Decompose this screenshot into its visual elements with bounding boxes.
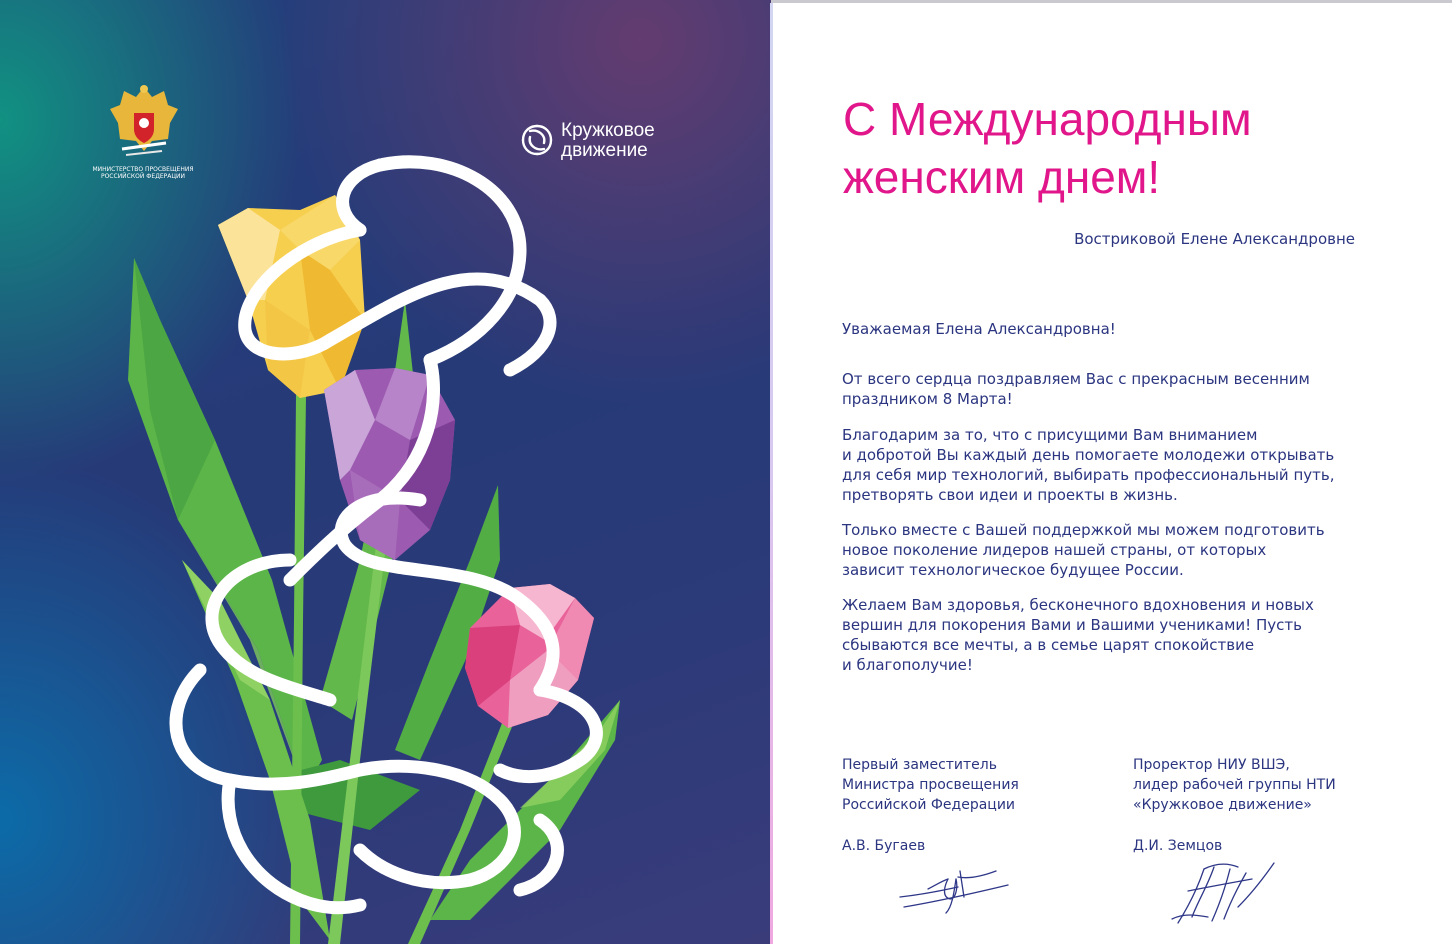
position-line: Российской Федерации <box>842 797 1016 813</box>
letter-paragraph <box>842 595 1314 675</box>
yellow-tulip <box>218 195 365 398</box>
paragraph-line: сбываются все мечты, а в семье царят спокойствие <box>842 636 1255 654</box>
position-line: Первый заместитель <box>842 757 997 773</box>
paragraph-line: Благодарим за то, что с присущими Вам вниманием <box>842 426 1258 444</box>
kruzhkovoe-logo-icon <box>518 121 556 159</box>
salutation: Уважаемая Елена Александровна! <box>842 320 1116 338</box>
position-line: Министра просвещения <box>842 777 1019 793</box>
paragraph-line: для себя мир технологий, выбирать профессиональный путь, <box>842 466 1335 484</box>
signer-position <box>1133 755 1336 815</box>
signer-position <box>842 755 1019 815</box>
signature-bugaev <box>898 857 1013 917</box>
letter-paragraph <box>842 520 1325 580</box>
position-line: «Кружковое движение» <box>1133 797 1312 813</box>
paragraph-line: претворять свои идеи и проекты в жизнь. <box>842 486 1178 504</box>
paragraph-line: От всего сердца поздравляем Вас с прекрасным весенним <box>842 370 1310 388</box>
letter-paragraph <box>842 425 1334 505</box>
position-line: Проректор НИУ ВШЭ, <box>1133 757 1290 773</box>
paragraph-line: зависит технологическое будущее России. <box>842 561 1184 579</box>
letter-paragraph <box>842 369 1310 409</box>
position-line: лидер рабочей группы НТИ <box>1133 777 1336 793</box>
paragraph-line: Желаем Вам здоровья, бесконечного вдохновения и новых <box>842 596 1314 614</box>
logo-line: Кружкoвое <box>561 120 655 141</box>
ministry-caption-line: МИНИСТЕРСТВО ПРОСВЕЩЕНИЯ <box>92 166 194 173</box>
signer-name: Д.И. Земцов <box>1133 838 1223 854</box>
paragraph-line: праздником 8 Марта! <box>842 390 1013 408</box>
kruzhkovoe-logo-text <box>561 121 655 161</box>
signature-zemtsov <box>1168 857 1280 927</box>
greeting-title <box>843 90 1423 206</box>
panel-divider <box>770 3 773 944</box>
ministry-coat-of-arms <box>108 83 180 163</box>
paragraph-line: новое поколение лидеров нашей страны, от которых <box>842 541 1267 559</box>
paragraph-line: вершин для покорения Вами и Вашими учениками! Пусть <box>842 616 1302 634</box>
title-line: женским днем! <box>843 151 1161 203</box>
logo-line: движение <box>561 140 648 161</box>
addressee: Востриковой Елене Александровне <box>1074 230 1355 248</box>
ministry-caption <box>88 166 198 180</box>
signer-name: А.В. Бугаев <box>842 838 926 854</box>
paragraph-line: Только вместе с Вашей поддержкой мы можем подготовить <box>842 521 1325 539</box>
paragraph-line: и благополучие! <box>842 656 973 674</box>
title-line: С Международным <box>843 93 1252 145</box>
ministry-caption-line: РОССИЙСКОЙ ФЕДЕРАЦИИ <box>100 173 186 180</box>
paragraph-line: и добротой Вы каждый день помогаете молодежи открывать <box>842 446 1335 464</box>
